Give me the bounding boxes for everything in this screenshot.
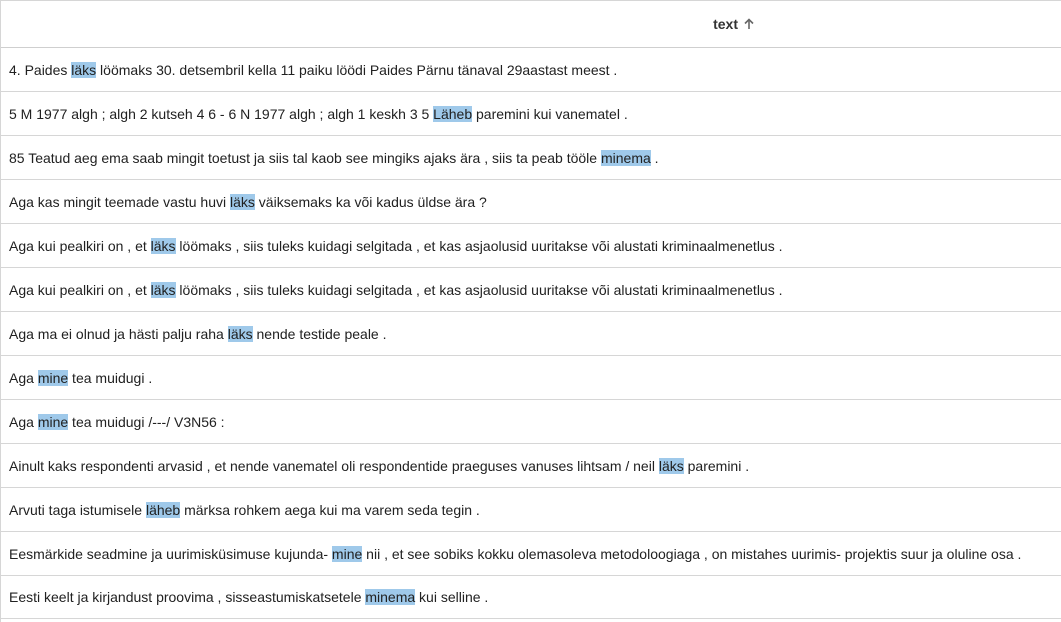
column-title: text (713, 16, 738, 32)
row-text-after: nii , et see sobiks kokku olemasoleva metodoloogiaga , on mistahes uurimis- projektis suur ja oluline osa . (362, 545, 1022, 562)
highlighted-match: mine (331, 545, 363, 562)
row-text-after: . (650, 149, 659, 166)
row-text-before: 4. Paides (9, 61, 72, 78)
row-text-after: löömaks , siis tuleks kuidagi selgitada , et kas asjaolusid uuritakse või alustati kriminaalmenetlus . (175, 237, 783, 254)
highlighted-match: minema (600, 149, 651, 166)
row-text-after: märksa rohkem aega kui ma varem seda tegin . (180, 501, 480, 518)
highlighted-match: läks (230, 193, 255, 210)
table-row[interactable] (1, 400, 1061, 444)
highlighted-match: läks (150, 281, 176, 298)
text-column-header[interactable] (713, 16, 755, 32)
highlighted-match: läheb (145, 501, 181, 518)
table-row[interactable] (1, 356, 1061, 400)
sort-ascending-arrow-icon[interactable] (743, 18, 755, 30)
highlighted-match: läks (150, 237, 176, 254)
row-text-after: tea muidugi /---/ V3N56 : (68, 413, 225, 430)
row-text-before: Eesti keelt ja kirjandust proovima , sisseastumiskatsetele (9, 589, 366, 605)
highlighted-match: läks (71, 61, 97, 78)
row-text-before: Aga (9, 413, 38, 430)
table-row[interactable] (1, 92, 1061, 136)
table-row[interactable] (1, 48, 1061, 92)
row-text-before: 85 Teatud aeg ema saab mingit toetust ja siis tal kaob see mingiks ajaks ära , siis ta peab tööle (9, 149, 601, 166)
highlighted-match: Läheb (433, 105, 473, 122)
row-text-after: paremini . (683, 457, 750, 474)
row-text-after: paremini kui vanematel . (472, 105, 628, 122)
row-text-before: Aga kui pealkiri on , et (9, 281, 151, 298)
row-text-after: löömaks 30. detsembril kella 11 paiku löödi Paides Pärnu tänaval 29aastast meest . (96, 61, 618, 78)
row-text-before: Aga kas mingit teemade vastu huvi (9, 193, 231, 210)
highlighted-match: minema (365, 589, 416, 605)
highlighted-match: läks (227, 325, 253, 342)
table-row[interactable] (1, 488, 1061, 532)
table-row[interactable] (1, 136, 1061, 180)
table-header (1, 1, 1061, 48)
highlighted-match: läks (658, 457, 684, 474)
row-text-after: kui selline . (415, 589, 489, 605)
table-row[interactable] (1, 532, 1061, 576)
highlighted-match: mine (37, 413, 69, 430)
row-text-before: 5 M 1977 algh ; algh 2 kutseh 4 6 - 6 N 1977 algh ; algh 1 keskh 3 5 (9, 105, 434, 122)
row-text-before: Aga kui pealkiri on , et (9, 237, 151, 254)
row-text-after: väiksemaks ka või kadus üldse ära ? (254, 193, 487, 210)
row-text-after: löömaks , siis tuleks kuidagi selgitada , et kas asjaolusid uuritakse või alustati kriminaalmenetlus . (175, 281, 783, 298)
table-row[interactable] (1, 224, 1061, 268)
row-text-after: nende testide peale . (252, 325, 387, 342)
table-body (1, 48, 1061, 619)
row-text-before: Aga (9, 369, 38, 386)
table-row[interactable] (1, 180, 1061, 224)
row-text-before: Arvuti taga istumisele (9, 501, 146, 518)
table-row[interactable] (1, 268, 1061, 312)
row-text-before: Aga ma ei olnud ja hästi palju raha (9, 325, 228, 342)
table-row[interactable] (1, 312, 1061, 356)
highlighted-match: mine (37, 369, 69, 386)
row-text-after: tea muidugi . (68, 369, 153, 386)
row-text-before: Ainult kaks respondenti arvasid , et nende vanematel oli respondentide praeguses vanuses lihtsam / neil (9, 457, 659, 474)
table-row[interactable] (1, 576, 1061, 619)
table-row[interactable] (1, 444, 1061, 488)
row-text-before: Eesmärkide seadmine ja uurimisküsimuse kujunda- (9, 545, 332, 562)
